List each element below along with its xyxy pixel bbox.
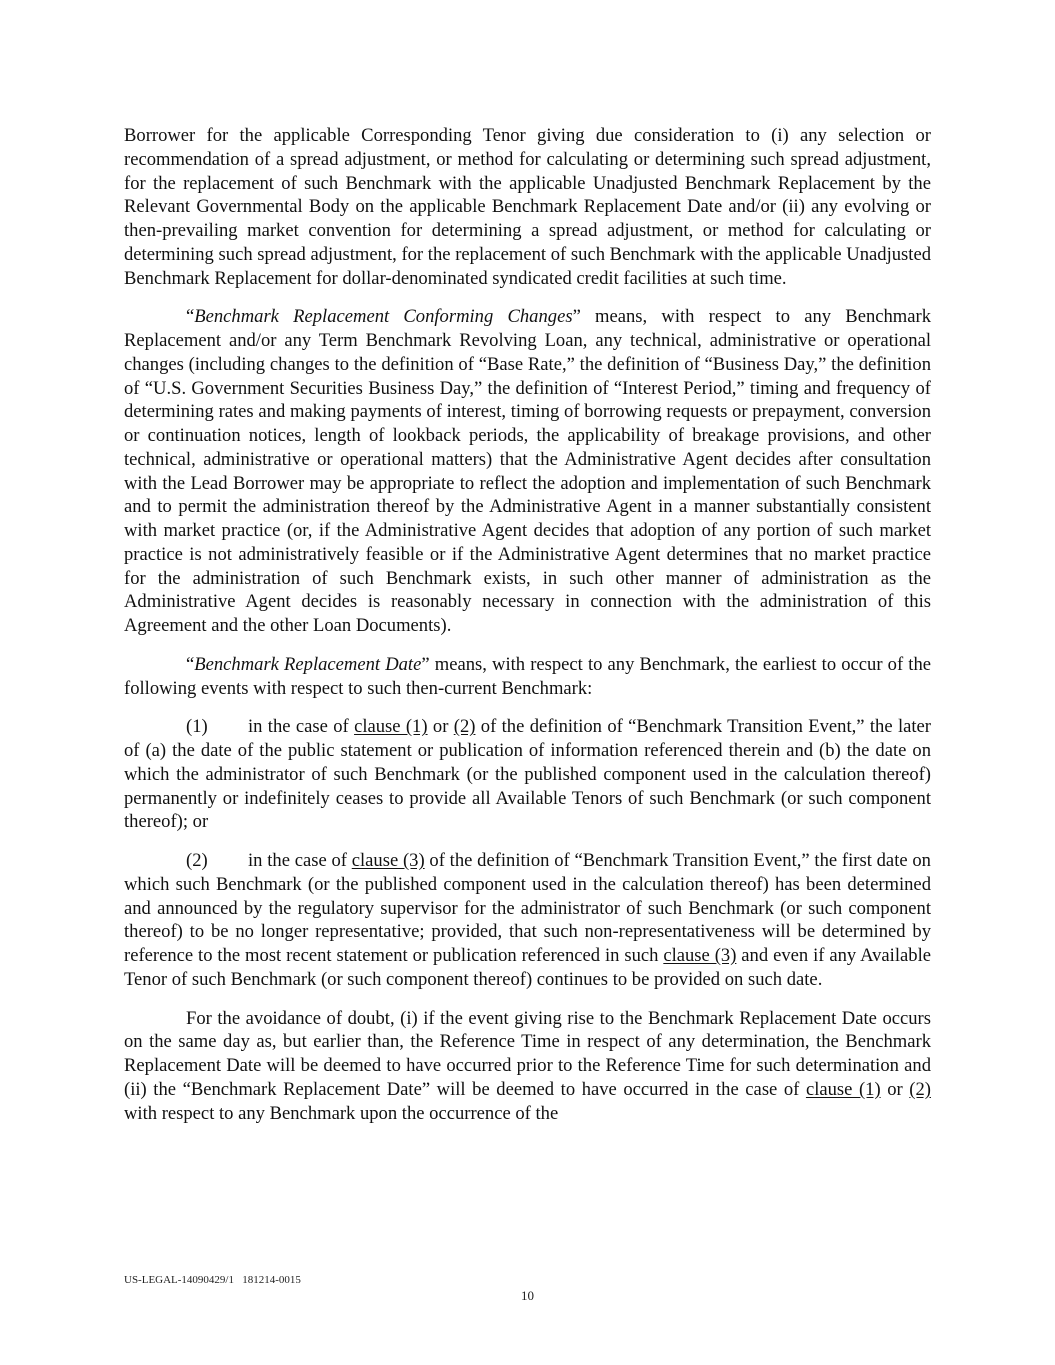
paragraph-text: For the avoidance of doubt, (i) if the event giving rise to the Benchmark Replacement Date occurs on the same day as, but earlier than, the Reference Time in respect of any determination, the Benchmark Replacement Date will be deemed to have occurred prior to the Reference Time for such determination and (ii) the “Benchmark Replacement Date” will be deemed to have occurred in the case of — [124, 1007, 931, 1100]
paragraph-text: with respect to any Benchmark upon the occurrence of the — [124, 1102, 559, 1124]
list-number: (2) — [186, 850, 208, 871]
paragraph-avoidance-of-doubt — [124, 1007, 931, 1126]
clause-reference: (2) — [453, 716, 476, 738]
list-item-clause-2 — [124, 849, 931, 992]
open-quote: “ — [186, 306, 195, 328]
clause-reference: clause (3) — [663, 945, 737, 966]
definition-benchmark-replacement-conforming-changes — [124, 305, 931, 638]
defined-term: Benchmark Replacement Date — [194, 653, 422, 675]
definition-text: ” means, with respect to any Benchmark Replacement and/or any Term Benchmark Revolving Loan, any technical, administrative or operational changes (including changes to the definition of “Base Rate,” the definition of “Business Day,” the definition of “U.S. Government Securities Business Day,” the definition of “Interest Period,” timing and frequency of determining rates and making payments of interest, timing of borrowing requests or prepayment, conversion or continuation notices, length of lookback periods, the applicability of breakage provisions, and other technical, administrative or operational matters) that the Administrative Agent decides after consultation with the Lead Borrower may be appropriate to reflect the adoption and implementation of such Benchmark and to permit the administration thereof by the Administrative Agent in a manner substantially consistent with market practice (or, if the Administrative Agent decides that adoption of any portion of such market practice is not administratively feasible or if the Administrative Agent determines that no market practice for the administration of such Benchmark exists, in such other manner of administration as the Administrative Agent decides is reasonably necessary in connection with the administration of this Agreement and the other Loan Documents). — [124, 306, 931, 636]
clause-reference: clause (3) — [351, 850, 425, 871]
list-number: (1) — [186, 716, 208, 738]
list-text: and even if any Available Tenor of such Benchmark (or such component thereof) continues to be provided on such date. — [124, 945, 931, 990]
list-text: or — [427, 716, 454, 738]
clause-reference: clause (1) — [805, 1078, 881, 1100]
paragraph-spread-adjustment-continuation — [124, 124, 931, 290]
document-id-footer: US-LEGAL-14090429/1 181214-0015 — [124, 1274, 301, 1286]
list-text: of the definition of “Benchmark Transition Event,” the later of (a) the date of the public statement or publication of information referenced therein and (b) the date on which the administrator of such Benchmark (or the published component used in the calculation thereof) permanently or indefinitely ceases to provide all Available Tenors of such Benchmark (or such component thereof); or — [124, 716, 931, 833]
list-text: of the definition of “Benchmark Transition Event,” the first date on which such Benchmark (or the published component used in the calculation thereof) has been determined and announced by the regulatory supervisor for the administrator of such Benchmark (or such component thereof) to be no longer representative; provided, that such non-representativeness will be determined by reference to the most recent statement or publication referenced in such — [124, 850, 931, 966]
definition-benchmark-replacement-date — [124, 653, 931, 701]
clause-reference: (2) — [909, 1078, 931, 1100]
clause-reference: clause (1) — [354, 716, 428, 738]
list-text: in the case of — [248, 716, 355, 738]
page-number: 10 — [521, 1288, 534, 1303]
open-quote: “ — [186, 653, 195, 675]
list-item-clause-1 — [124, 715, 931, 834]
defined-term: Benchmark Replacement Conforming Changes — [194, 306, 573, 328]
paragraph-text: Borrower for the applicable Corresponding Tenor giving due consideration to (i) any selection or recommendation of a spread adjustment, or method for calculating or determining such spread adjustment, for the replacement of such Benchmark with the applicable Unadjusted Benchmark Replacement by the Relevant Governmental Body on the applicable Benchmark Replacement Date and/or (ii) any evolving or then-prevailing market convention for determining a spread adjustment, or method for calculating or determining such spread adjustment, for the replacement of such Benchmark with the applicable Unadjusted Benchmark Replacement for dollar-denominated syndicated credit facilities at such time. — [124, 125, 931, 289]
definition-text: ” means, with respect to any Benchmark, the earliest to occur of the following events with respect to such then-current Benchmark: — [124, 653, 931, 699]
list-text: in the case of — [248, 850, 352, 871]
document-body — [124, 124, 931, 1140]
paragraph-text: or — [880, 1078, 910, 1100]
